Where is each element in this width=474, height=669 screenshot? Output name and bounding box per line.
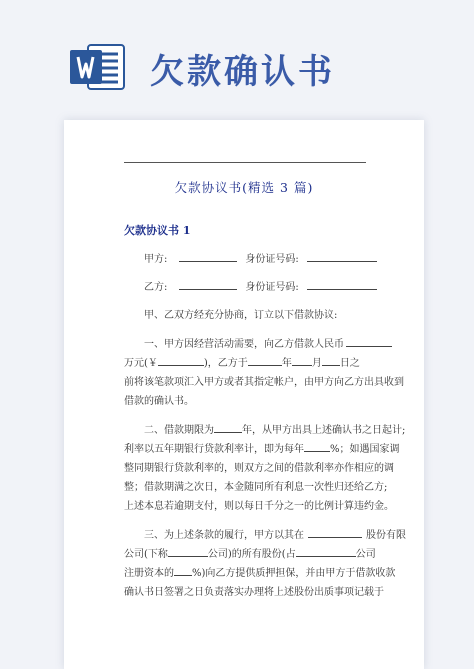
clause1-text: 月 (311, 358, 322, 369)
clause2-line4: 整；借款期满之次日，本金随同所有利息一次性归还给乙方; (124, 482, 388, 493)
clause3-line3 (124, 564, 395, 579)
section-heading: 欠款协议书 1 (124, 224, 191, 237)
party-a-blank (179, 252, 237, 262)
header-rule (124, 162, 366, 163)
rate-blank (304, 442, 330, 452)
intro-paragraph: 甲、乙双方经充分协商，订立以下借款协议: (144, 310, 338, 321)
party-b-id-label: 身份证号码: (245, 282, 299, 293)
clause3-text: 公司(下称 (124, 549, 168, 560)
clause2-line3: 整同期银行贷款利率的，则双方之间的借款利率亦作相应的调 (124, 463, 394, 474)
amount-blank (346, 337, 392, 347)
company-blank (308, 528, 362, 538)
clause2-text: %；如遇国家调 (330, 444, 400, 455)
document-page (64, 120, 424, 669)
clause2-line1 (144, 421, 405, 436)
clause1-text: 万元(￥ (124, 358, 158, 369)
clause1-text: 年 (281, 358, 292, 369)
share-blank (296, 547, 356, 557)
document-title: 欠款协议书(精选 3 篇) (174, 180, 314, 195)
party-a-line (144, 250, 377, 265)
clause1-line3: 前将该笔款项汇入甲方或者其指定帐户，由甲方向乙方出具收到 (124, 377, 404, 388)
party-b-label: 乙方: (144, 282, 168, 293)
party-b-id-blank (307, 280, 377, 290)
clause3-line2 (124, 545, 376, 560)
clause1-text: )，乙方于 (203, 358, 248, 369)
clause2-text: 年，从甲方出具上述确认书之日起计; (242, 425, 406, 436)
word-document-icon (70, 42, 126, 92)
clause2-line2 (124, 440, 400, 455)
party-b-line (144, 278, 377, 293)
clause3-line1 (144, 526, 406, 541)
percent-blank (174, 566, 192, 576)
clause3-text: 三、为上述条款的履行，甲方以其在 (144, 530, 304, 541)
month-blank (292, 356, 312, 366)
clause3-line4: 确认书日签署之日负责落实办理将上述股份出质事项记载于 (124, 587, 384, 598)
day-blank (322, 356, 340, 366)
banner-title: 欠款确认书 (150, 52, 335, 92)
term-blank (214, 423, 242, 433)
clause3-text: 公司)的所有股份(占 (207, 549, 296, 560)
clause3-text: %)向乙方提供质押担保，并由甲方于借款收款 (192, 568, 396, 579)
clause2-text: 利率以五年期银行贷款利率计，即为每年 (124, 444, 304, 455)
clause2-text: 二、借款期限为 (144, 425, 214, 436)
year-blank (248, 356, 282, 366)
clause3-text: 注册资本的 (124, 568, 174, 579)
party-a-id-blank (307, 252, 377, 262)
party-a-label: 甲方: (144, 254, 168, 265)
clause1-text: 一、甲方因经营活动需要，向乙方借款人民币 (144, 339, 344, 350)
amount-figure-blank (158, 356, 204, 366)
clause1-text: 日之 (339, 358, 360, 369)
clause3-text: 股份有限 (366, 530, 406, 541)
clause2-line5: 上述本息若逾期支付，则以每日千分之一的比例计算违约金。 (124, 501, 394, 512)
short-name-blank (168, 547, 208, 557)
clause1-line2 (124, 354, 360, 369)
clause3-text: 公司 (355, 549, 376, 560)
clause1-line4: 借款的确认书。 (124, 396, 194, 407)
party-a-id-label: 身份证号码: (245, 254, 299, 265)
party-b-blank (179, 280, 237, 290)
clause1-line1 (144, 335, 392, 350)
header-banner (0, 0, 474, 120)
